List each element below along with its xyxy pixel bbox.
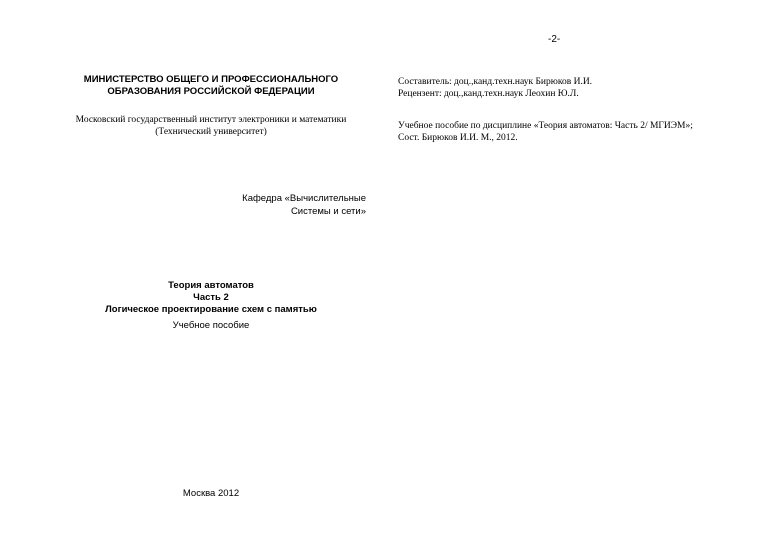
department-line-2: Системы и сети» (290, 206, 366, 217)
ministry-line-2: ОБРАЗОВАНИЯ РОССИЙСКОЙ ФЕДЕРАЦИИ (107, 86, 315, 97)
compiler-line: Составитель: доц.,канд.техн.наук Бирюков И.И. (398, 77, 593, 87)
institute-line-1: Московский государственный институт электроники и математики (75, 115, 347, 125)
ministry-line-1: МИНИСТЕРСТВО ОБЩЕГО И ПРОФЕССИОНАЛЬНОГО (83, 74, 339, 85)
citation-line-2: Сост. Бирюков И.И. М., 2012. (398, 133, 518, 143)
document-title (60, 280, 362, 316)
document-type: Учебное пособие (172, 320, 250, 331)
citation-line-1: Учебное пособие по дисциплине «Теория автоматов: Часть 2/ МГИЭМ»; (398, 121, 693, 131)
department-name (200, 192, 366, 218)
institute-line-2: (Технический университет) (155, 127, 267, 137)
ministry-name (60, 74, 362, 98)
department-line-1: Кафедра «Вычислительные (242, 193, 366, 204)
title-line-3: Логическое проектирование схем с памятью (105, 304, 317, 315)
reviewer-line: Рецензент: доц.,канд.техн.наук Леохин Ю.Л. (398, 89, 579, 99)
title-line-1: Теория автоматов (168, 280, 254, 291)
institute-name (60, 114, 362, 138)
page-number: -2- (548, 34, 561, 45)
title-line-2: Часть 2 (193, 292, 229, 303)
imprint-block (398, 76, 738, 144)
city-year: Москва 2012 (182, 488, 240, 499)
title-page-header (60, 74, 362, 138)
